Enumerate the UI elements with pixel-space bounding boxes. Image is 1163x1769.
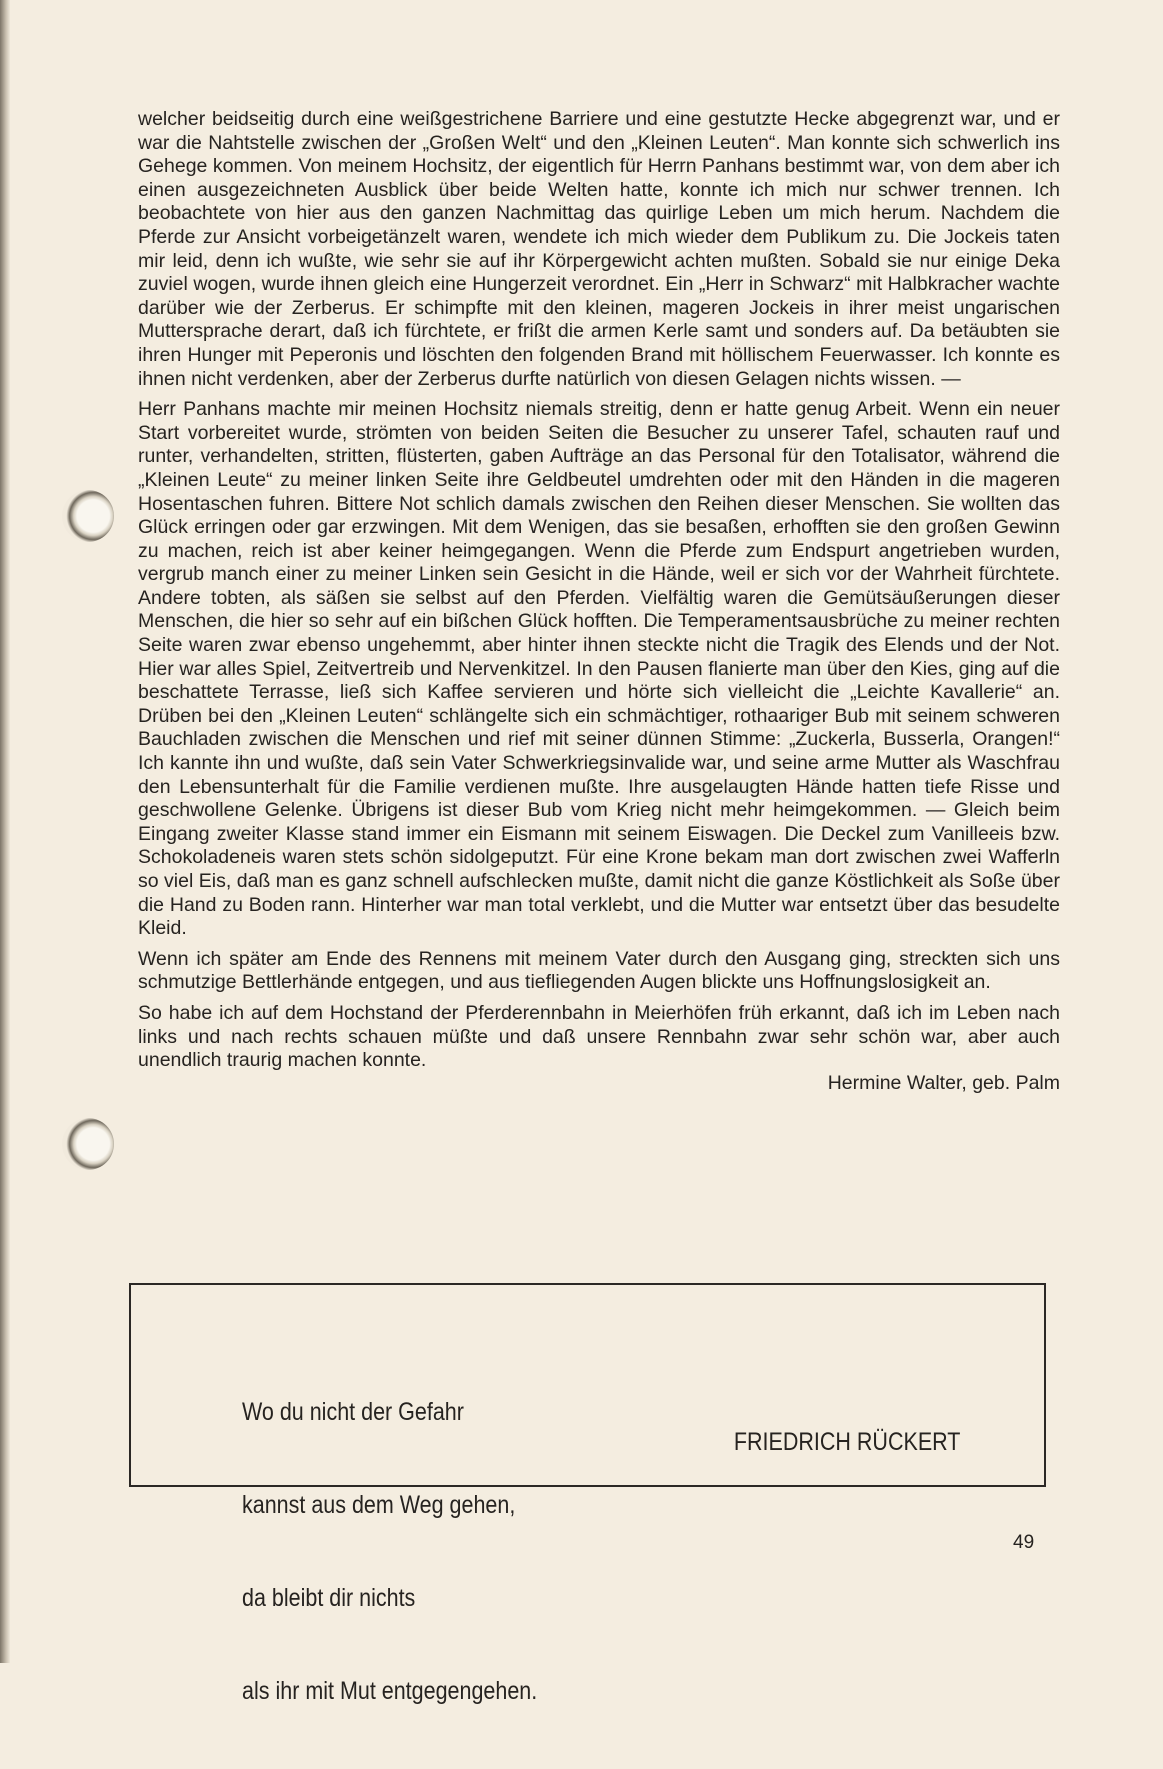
quote-line-3: da bleibt dir nichts [242,1584,416,1612]
quote-line-2: kannst aus dem Weg gehen, [242,1491,516,1519]
paragraph-4: So habe ich auf dem Hochstand der Pferderennbahn in Meierhöfen früh erkannt, daß ich im Leben nach links und nach rechts schauen müßte und daß unsere Rennbahn zwar sehr schön war, aber auch unendlich traurig machen konnte. [138,1001,1060,1072]
author-signature: Hermine Walter, geb. Palm [827,1071,1060,1094]
paragraph-2: Herr Panhans machte mir meinen Hochsitz niemals streitig, denn er hatte genug Arbeit. Wenn ein neuer Start vorbereitet wurde, strömten von beiden Seiten die Besucher zu unserer Tafel, schauten rauf und runter, verhandelten, stritten, flüsterten, gaben Aufträge an das Personal für den Totalisator, während die „Kleinen Leute“ zu meiner linken Seite ihre Geldbeutel umdrehten oder mit den Händen in die mageren Hosentaschen fuhren. Bittere Not schlich damals zwischen den Reihen dieser Menschen. Sie wollten das Glück erringen oder gar erzwingen. Mit dem Wenigen, das sie besaßen, erhofften sie den großen Gewinn zu machen, reich ist aber keiner heimgegangen. Wenn die Pferde zum Endspurt angetrieben wurden, vergrub manch einer zu meiner Linken sein Gesicht in die Hände, weil er sich vor der Wahrheit fürchtete. Andere tobten, als säßen sie selbst auf den Pferden. Vielfältig waren die Gemütsäußerungen dieser Menschen, die hier so sehr auf ein bißchen Glück hofften. Die Temperamentsausbrüche zu meiner rechten Seite waren zwar ebenso ungehemmt, aber hinter ihnen steckte nicht die Tragik des Elends und der Not. Hier war alles Spiel, Zeitvertreib und Nervenkitzel. In den Pausen flanierte man über den Kies, ging auf die beschattete Terrasse, ließ sich Kaffee servieren und hörte sich vielleicht die „Leichte Kavallerie“ an. Drüben bei den „Kleinen Leuten“ schlängelte sich ein schmächtiger, rothaariger Bub mit seinem schweren Bauchladen zwischen die Menschen und rief mit seiner dünnen Stimme: „Zuckerla, Busserla, Orangen!“ Ich kannte ihn und wußte, daß sein Vater Schwerkriegsinvalide war, und seine arme Mutter als Waschfrau den Lebensunterhalt für die Familie verdienen mußte. Ihre ausgelaugten Hände hatten tiefe Risse und geschwollene Gelenke. Übrigens ist dieser Bub vom Krieg nicht mehr heimgekommen. — Gleich beim Eingang zweiter Klasse stand immer ein Eismann mit seinem Eiswagen. Die Deckel zum Vanilleeis bzw. Schokoladeneis waren stets schön sidolgeputzt. Für eine Krone bekam man dort zwischen zwei Wafferln so viel Eis, daß man es ganz schnell aufschlecken mußte, damit nicht die ganze Köstlichkeit als Soße über die Hand zu Boden rann. Hinterher war man total verklebt, und die Mutter war entsetzt über das besudelte Kleid. [138,398,1060,940]
paragraph-1: welcher beidseitig durch eine weißgestrichene Barriere und eine gestutzte Hecke abgegrenzt war, und er war die Nahtstelle zwischen der „Großen Welt“ und den „Kleinen Leuten“. Man konnte sich schwerlich ins Gehege kommen. Von meinem Hochsitz, der eigentlich für Herrn Panhans bestimmt war, von dem aber ich einen ausgezeichneten Ausblick über beide Welten hatte, konnte ich mich nur schwer trennen. Ich beobachtete von hier aus den ganzen Nachmittag das quirlige Leben um mich herum. Nachdem die Pferde zur Ansicht vorbeigetänzelt waren, wendete ich mich wieder dem Publikum zu. Die Jockeis taten mir leid, denn ich wußte, wie sehr sie auf ihr Körpergewicht achten mußten. Sobald sie nur einige Deka zuviel wogen, wurde ihnen gleich eine Hungerzeit verordnet. Ein „Herr in Schwarz“ mit Halbkracher wachte darüber wie der Zerberus. Er schimpfte mit den kleinen, mageren Jockeis in ihrer meist ungarischen Muttersprache derart, daß ich fürchtete, er frißt die armen Kerle samt und sonders auf. Da betäubten sie ihren Hunger mit Peperonis und löschten den folgenden Brand mit höllischem Feuerwasser. Ich konnte es ihnen nicht verdenken, aber der Zerberus durfte natürlich von diesen Gelagen nichts wissen. — [138,108,1060,390]
quote-author: FRIEDRICH RÜCKERT [733,1428,960,1456]
quote-line-1: Wo du nicht der Gefahr [242,1398,464,1426]
page-number: 49 [1013,1532,1035,1553]
binder-hole-bottom [62,1118,114,1170]
quote-line-4: als ihr mit Mut entgegengehen. [242,1677,538,1705]
quote-text [242,1335,537,1769]
paragraph-3: Wenn ich später am Ende des Rennens mit meinem Vater durch den Ausgang ging, streckten sich uns schmutzige Bettlerhände entgegen, und aus tiefliegenden Augen blickte uns Hoffnungslosigkeit an. [138,947,1060,994]
page-edge [0,0,10,1663]
binder-hole-top [62,490,114,542]
article-body [138,108,1060,1095]
